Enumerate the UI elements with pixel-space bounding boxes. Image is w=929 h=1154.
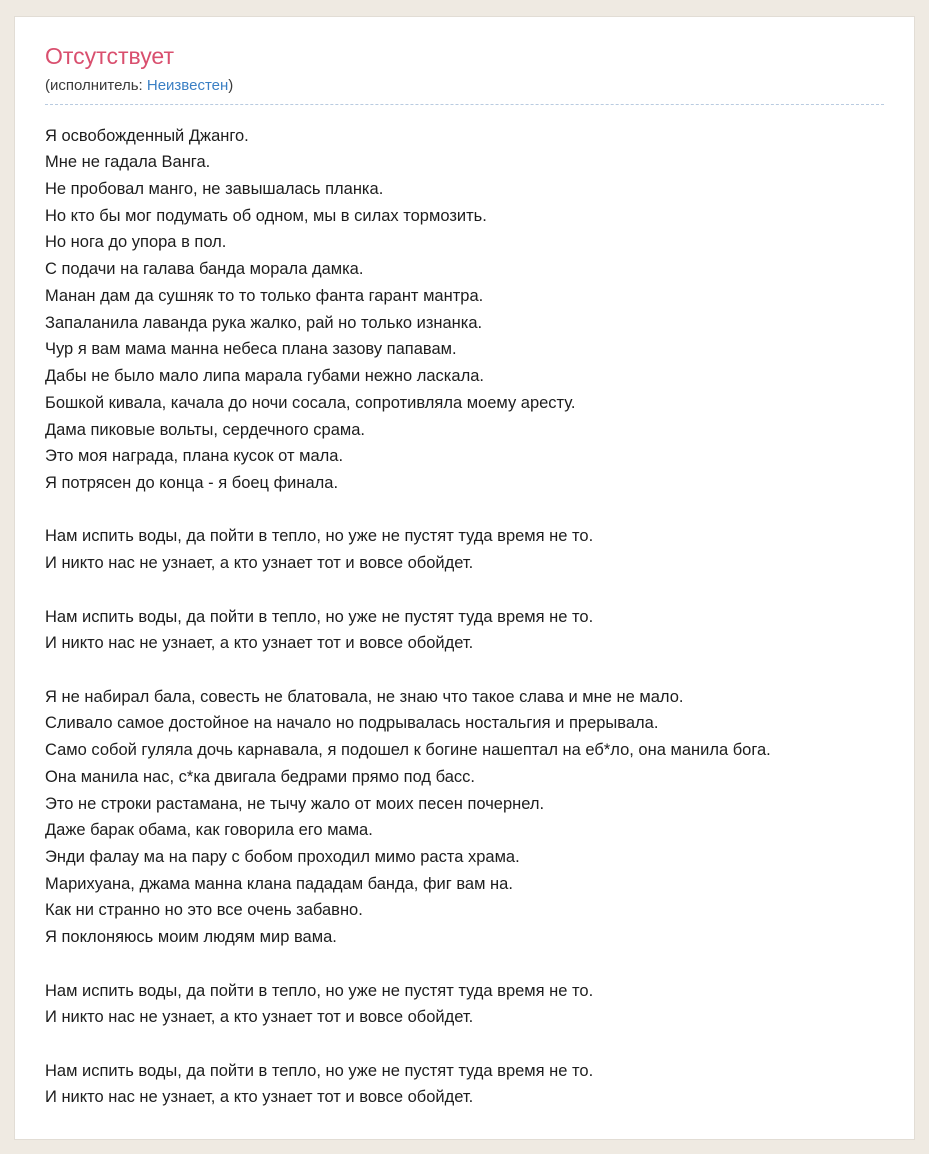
lyrics-line: С подачи на галава банда морала дамка. [45,260,364,279]
lyrics-line: Даже барак обама, как говорила его мама. [45,821,373,840]
lyrics-line: Нам испить воды, да пойти в тепло, но уже не пустят туда время не то. [45,607,594,626]
lyrics-line: Но кто бы мог подумать об одном, мы в силах тормозить. [45,206,487,225]
lyrics-line: Я не набирал бала, совесть не блатовала, не знаю что такое слава и мне не мало. [45,687,684,706]
lyrics-line: И никто нас не узнает, а кто узнает тот и вовсе обойдет. [45,554,474,573]
lyrics-block-gap [45,657,884,684]
lyrics-line: Я освобожденный Джанго. [45,126,249,145]
lyrics-line: Энди фалау ма на пару с бобом проходил мимо раста храма. [45,848,520,866]
lyrics-line: Само собой гуляла дочь карнавала, я подошел к богине нашептал на еб*ло, она манила бога. [45,741,771,760]
lyrics-line: Я потрясен до конца - я боец финала. [45,473,339,492]
lyrics-line: Это не строки растамана, не тычу жало от моих песен почернел. [45,794,545,813]
lyrics-line: Сливало самое достойное на начало но подрывалась ностальгия и прерывала. [45,714,659,733]
lyrics-line: И никто нас не узнает, а кто узнает тот и вовсе обойдет. [45,1088,474,1107]
lyrics-line: Дабы не было мало липа марала губами нежно ласкала. [45,367,484,386]
lyrics-line: Бошкой кивала, качала до ночи сосала, сопротивляла моему аресту. [45,393,576,412]
lyrics-line: Мне не гадала Ванга. [45,153,211,172]
lyrics-line: Как ни странно но это все очень забавно. [45,901,363,920]
lyrics-line: Дама пиковые вольты, сердечного срама. [45,420,365,439]
lyrics-line: Нам испить воды, да пойти в тепло, но уже не пустят туда время не то. [45,1061,594,1080]
lyrics-block-gap [45,1031,884,1058]
lyrics-line: Марихуана, джама манна клана пададам банда, фиг вам на. [45,874,513,893]
lyrics-line: Я поклоняюсь моим людям мир вама. [45,928,337,947]
lyrics-line: Это моя награда, плана кусок от мала. [45,447,344,466]
lyrics-body [45,123,884,1112]
lyrics-line: Манан дам да сушняк то то только фанта гарант мантра. [45,286,484,305]
lyrics-block-gap [45,577,884,604]
lyrics-line: Чур я вам мама манна небеса плана зазову папавам. [45,340,457,359]
lyrics-line: Запаланила лаванда рука жалко, рай но только изнанка. [45,313,483,332]
lyrics-line: Она манила нас, с*ка двигала бедрами прямо под басс. [45,767,475,786]
lyrics-line: И никто нас не узнает, а кто узнает тот и вовсе обойдет. [45,634,474,653]
artist-prefix-label: (исполнитель: [45,76,147,94]
lyrics-line: Но нога до упора в пол. [45,233,227,252]
page-title: Отсутствует [45,43,174,69]
lyrics-line: Нам испить воды, да пойти в тепло, но уже не пустят туда время не то. [45,981,594,1000]
lyrics-line: Нам испить воды, да пойти в тепло, но уже не пустят туда время не то. [45,527,594,546]
lyrics-block-gap [45,497,884,524]
artist-suffix-label: ) [228,76,234,94]
lyrics-block-gap [45,951,884,978]
artist-line [45,77,884,105]
lyrics-line: Не пробовал манго, не завышалась планка. [45,180,384,199]
lyrics-card [14,16,915,1140]
artist-link[interactable]: Неизвестен [146,76,229,94]
lyrics-line: И никто нас не узнает, а кто узнает тот и вовсе обойдет. [45,1008,474,1027]
